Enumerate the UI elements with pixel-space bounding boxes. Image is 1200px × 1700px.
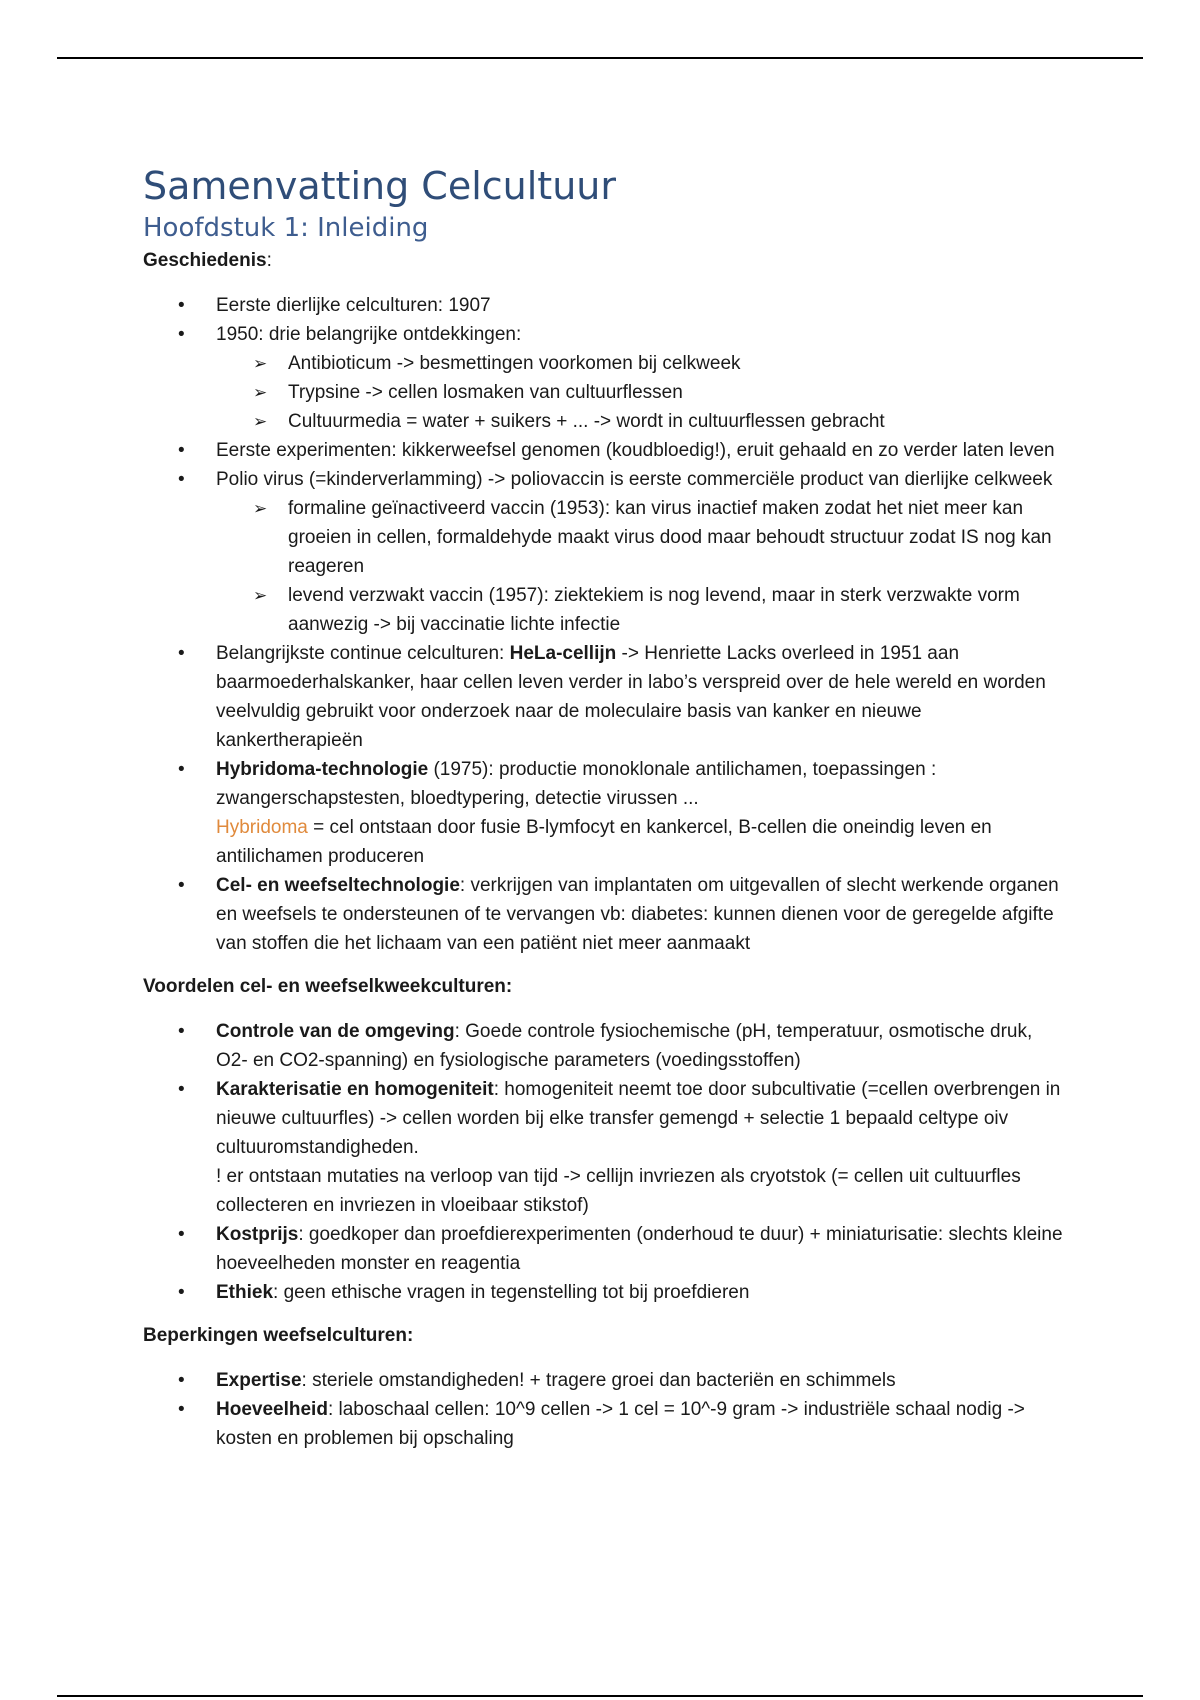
limitations-heading: Beperkingen weefselculturen: [143, 1325, 414, 1346]
list-item [143, 291, 1063, 320]
sub-list-item-text: levend verzwakt vaccin (1957): ziektekiem is nog levend, maar in sterk verzwakte vorm aanwezig -> bij vaccinatie lichte infectie [288, 585, 1020, 635]
term-expertise: Expertise [216, 1370, 302, 1391]
header-rule [57, 57, 1143, 59]
history-list [143, 291, 1063, 958]
document-body [143, 162, 1063, 1453]
list-item [143, 639, 1063, 755]
term-kostprijs: Kostprijs [216, 1224, 299, 1245]
list-item-text: 1950: drie belangrijke ontdekkingen: [216, 324, 522, 345]
list-item-text: Belangrijkste continue celculturen: [216, 643, 510, 664]
list-item-text: : verkrijgen van implantaten om uitgevallen of slecht werkende organen en weefsels te ondersteunen of te vervangen vb: diabetes: kunnen dienen voor de geregelde afgifte van stoffen die het lichaam van een patiënt niet meer aanmaakt [216, 875, 1059, 954]
list-item-text: : Goede controle fysiochemische (pH, temperatuur, osmotische druk, O2- en CO2-spanning) en fysiologische parameters (voedingsstoffen) [216, 1021, 1033, 1071]
list-item-text: : goedkoper dan proefdierexperimenten (onderhoud te duur) + miniaturisatie: slechts kleine hoeveelheden monster en reagentia [216, 1224, 1063, 1274]
term-karakterisatie: Karakterisatie en homogeniteit [216, 1079, 494, 1100]
list-item [143, 1395, 1063, 1453]
list-item-text: : steriele omstandigheden! + tragere groei dan bacteriën en schimmels [301, 1370, 896, 1391]
list-item-text: (1975): productie monoklonale antilichamen, toepassingen : zwangerschapstesten, bloedtypering, detectie virussen ... [216, 759, 937, 809]
footer-rule [57, 1695, 1143, 1697]
sub-list-item-text: Trypsine -> cellen losmaken van cultuurflessen [288, 382, 683, 403]
sub-list [216, 494, 1063, 639]
list-item [143, 436, 1063, 465]
term-ethiek: Ethiek [216, 1282, 274, 1303]
term-controle: Controle van de omgeving [216, 1021, 455, 1042]
history-heading-text: Geschiedenis [143, 250, 267, 271]
list-item-text: : homogeniteit neemt toe door subcultivatie (=cellen overbrengen in nieuwe cultuurfles) -> cellen worden bij elke transfer gemengd + selectie 1 bepaald celtype oiv cultuuromstandigheden. [216, 1079, 1061, 1158]
list-item-text: Eerste experimenten: kikkerweefsel genomen (koudbloedig!), eruit gehaald en zo verder laten leven [216, 440, 1055, 461]
document-title: Samenvatting Celcultuur [143, 164, 616, 208]
advantages-list [143, 1017, 1063, 1307]
list-item [143, 1075, 1063, 1220]
limitations-list [143, 1366, 1063, 1453]
term-hela: HeLa-cellijn [509, 643, 617, 664]
list-item [143, 1220, 1063, 1278]
list-item-text: : geen ethische vragen in tegenstelling tot bij proefdieren [273, 1282, 750, 1303]
term-hybridoma-technologie: Hybridoma-technologie [216, 759, 429, 780]
sub-list [216, 349, 1063, 436]
sub-list-item [216, 407, 1063, 436]
list-item [143, 871, 1063, 958]
list-item [143, 465, 1063, 639]
sub-list-item [216, 349, 1063, 378]
sub-list-item-text: Cultuurmedia = water + suikers + ... -> wordt in cultuurflessen gebracht [288, 411, 885, 432]
history-heading-colon: : [266, 250, 272, 271]
spacer [143, 1307, 1063, 1321]
term-hoeveelheid: Hoeveelheid [216, 1399, 328, 1420]
list-item [143, 1017, 1063, 1075]
list-item-text: -> Henriette Lacks overleed in 1951 aan baarmoederhalskanker, haar cellen leven verder in labo’s verspreid over de hele wereld en worden veelvuldig gebruikt voor onderzoek naar de moleculaire basis van kanker en nieuwe kankertherapieën [216, 643, 1046, 751]
list-item [143, 1366, 1063, 1395]
list-item-text: Polio virus (=kinderverlamming) -> poliovaccin is eerste commerciële product van dierlijke celkweek [216, 469, 1053, 490]
term-cel-weefseltechnologie: Cel- en weefseltechnologie [216, 875, 460, 896]
sub-list-item-text: formaline geïnactiveerd vaccin (1953): kan virus inactief maken zodat het niet meer kan groeien in cellen, formaldehyde maakt virus dood maar behoudt structuur zodat IS nog kan reageren [288, 498, 1052, 577]
sub-list-item [216, 494, 1063, 581]
chapter-heading: Hoofdstuk 1: Inleiding [143, 213, 429, 243]
advantages-heading: Voordelen cel- en weefselkweekculturen: [143, 976, 513, 997]
history-heading [143, 246, 1063, 275]
list-item [143, 1278, 1063, 1307]
sub-list-item [216, 378, 1063, 407]
list-item [143, 755, 1063, 871]
list-item-note: ! er ontstaan mutaties na verloop van tijd -> cellijn invriezen als cryotstok (= cellen uit cultuurfles collecteren en invriezen in vloeibaar stikstof) [216, 1166, 1021, 1216]
spacer [143, 958, 1063, 972]
sub-list-item-text: Antibioticum -> besmettingen voorkomen bij celkweek [288, 353, 741, 374]
list-item-text: Eerste dierlijke celculturen: 1907 [216, 295, 491, 316]
list-item-text: : laboschaal cellen: 10^9 cellen -> 1 cel = 10^-9 gram -> industriële schaal nodig -> kosten en problemen bij opschaling [216, 1399, 1025, 1449]
sub-list-item [216, 581, 1063, 639]
term-hybridoma: Hybridoma [216, 817, 308, 838]
list-item-text: = cel ontstaan door fusie B-lymfocyt en kankercel, B-cellen die oneindig leven en antilichamen produceren [216, 817, 992, 867]
list-item [143, 320, 1063, 436]
